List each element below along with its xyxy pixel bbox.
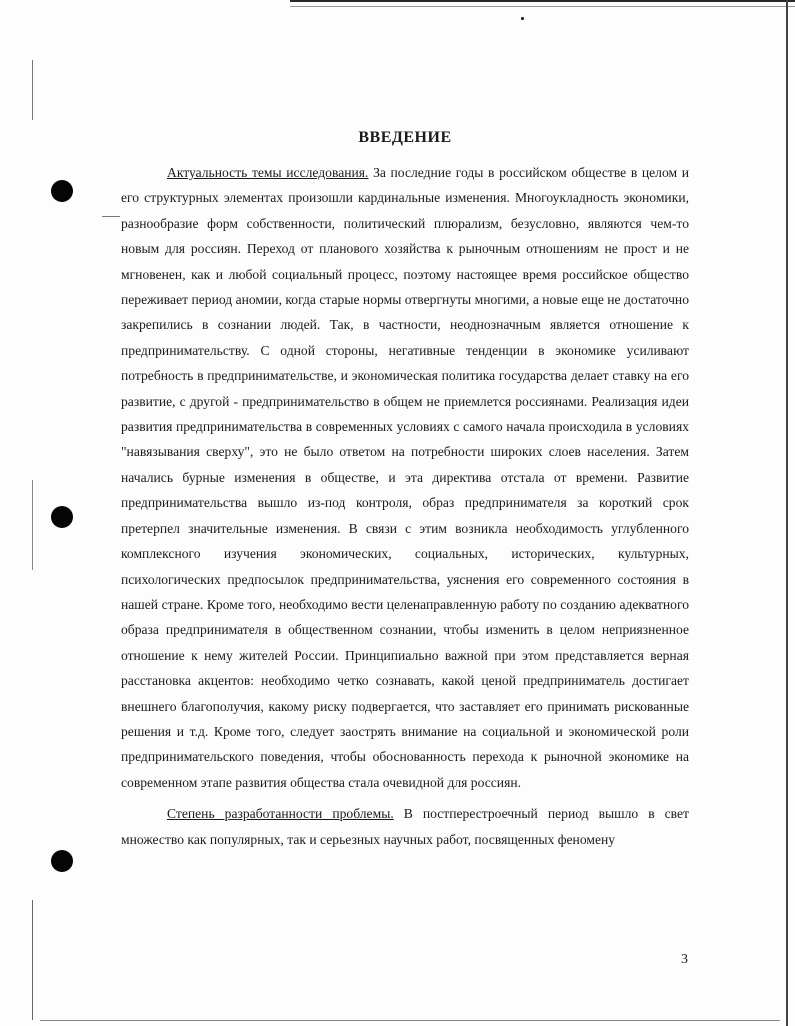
paragraph-relevance [121, 160, 689, 795]
scan-edge-right [786, 0, 788, 1026]
scan-speck [521, 17, 524, 20]
scan-edge-left-bottom [32, 900, 33, 1020]
scan-edge-left [32, 60, 33, 120]
paragraph-text-relevance: За последние годы в российском обществе в целом и его структурных элементах произошли кардинальные изменения. Многоукладность экономики, разнообразие форм собственности, политический плюрализм, безусловно, являются чем-то новым для россиян. Переход от планового хозяйства к рыночным отношениям не прост и не мгновенен, как и любой социальный процесс, поэтому настоящее время российское общество переживает период аномии, когда старые нормы отвергнуты многими, а новые еще не достаточно закрепились в сознании людей. Так, в частности, неоднозначным является отношение к предпринимательству. С одной стороны, негативные тенденции в экономике усиливают потребность в предпринимательстве, и экономическая политика государства делает ставку на его развитие, с другой - предпринимательство в общем не приемлется россиянами. Реализация идеи развития предпринимательства в современных условиях с самого начала происходила в условиях "навязывания сверху", это не было ответом на потребности широких слоев населения. Затем начались бурные изменения в обществе, и эта директива отстала от времени. Развитие предпринимательства вышло из-под контроля, образ предпринимателя за короткий срок претерпел значительные изменения. В связи с этим возникла необходимость углубленного комплексного изучения экономических, социальных, исторических, культурных, психологических предпосылок предпринимательства, уяснения его современного состояния в нашей стране. Кроме того, необходимо вести целенаправленную работу по созданию адекватного образа предпринимателя в общественном сознании, чтобы изменить в целом неприязненное отношение к нему жителей России. Принципиально важной при этом представляется верная расстановка акцентов: необходимо четко сознавать, какой ценой предприниматель достигает внешнего благополучия, какому риску подвергается, что заставляет его принимать рискованные решения и т.д. Кроме того, следует заострять внимание на социальной и экономической роли предпринимательского поведения, чтобы обоснованность перехода к рыночной экономике на современном этапе развития общества стала очевидной для россиян. [121, 165, 689, 790]
page-number: 3 [681, 952, 688, 967]
punch-hole-top [51, 180, 73, 202]
punch-hole-bottom [51, 850, 73, 872]
scan-edge-left-mid [32, 480, 33, 570]
punch-hole-middle [51, 506, 73, 528]
scan-dash-mark [102, 216, 120, 217]
paragraph-text-elaboration: В постперестроечный период вышло в свет множество как популярных, так и серьезных научных работ, посвященных феномену [121, 806, 689, 847]
document-body [121, 126, 689, 852]
paragraph-elaboration [121, 801, 689, 852]
page-title: ВВЕДЕНИЕ [358, 129, 452, 146]
scan-edge-top-shadow [290, 6, 795, 7]
paragraph-lead-relevance: Актуальность темы исследования. [167, 165, 369, 180]
scan-edge-top [290, 0, 795, 2]
scan-edge-bottom [40, 1020, 780, 1021]
paragraph-lead-elaboration: Степень разработанности проблемы. [167, 806, 394, 822]
